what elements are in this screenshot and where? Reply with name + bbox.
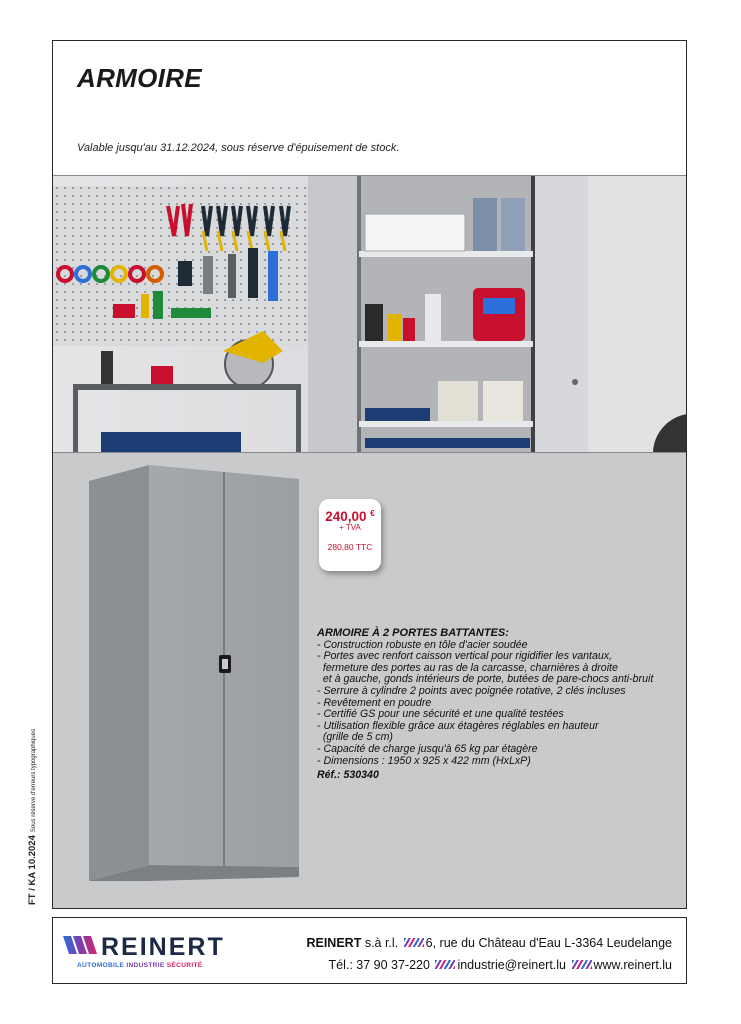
price-tax-label: + TVA — [339, 523, 361, 532]
stripes-icon — [404, 938, 424, 947]
validity-note: Valable jusqu'au 31.12.2024, sous réserve d'épuisement de stock. — [77, 142, 400, 154]
spec-line: - Dimensions : 1950 x 925 x 422 mm (HxLxP) — [317, 754, 531, 767]
side-note — [27, 729, 38, 905]
spec-line: - Construction robuste en tôle d'acier soudée — [317, 638, 528, 651]
page-frame — [52, 40, 687, 909]
spec-block — [317, 628, 687, 782]
cabinet-image — [79, 465, 299, 895]
spec-line: - Revêtement en poudre — [317, 696, 432, 709]
price-badge — [319, 499, 381, 571]
spec-lines — [317, 640, 687, 768]
logo-tagline: AUTOMOBILE INDUSTRIE SÉCURITÉ — [77, 962, 203, 969]
email-link[interactable]: industrie@reinert.lu — [457, 958, 567, 972]
reinert-logo — [61, 930, 241, 960]
spec-line: - Certifié GS pour une sécurité et une qualité testées — [317, 708, 564, 721]
spec-title: ARMOIRE À 2 PORTES BATTANTES: — [317, 627, 509, 639]
header — [53, 41, 686, 175]
spec-line: - Serrure à cylindre 2 points avec poignée rotative, 2 clés incluses — [317, 684, 626, 697]
contact-line — [306, 954, 672, 976]
spec-line: - Capacité de charge jusqu'à 65 kg par étagère — [317, 742, 538, 755]
spec-line: et à gauche, gonds intérieurs de porte, butées de pare-chocs anti-bruit — [317, 673, 654, 686]
stripes-icon — [435, 960, 455, 969]
spec-line: fermeture des portes au ras de la carcasse, charnières à droite — [317, 661, 618, 674]
logo-wordmark: REINERT — [101, 933, 225, 960]
price-currency: € — [370, 509, 375, 518]
garage-photo — [53, 175, 686, 453]
product-reference: Réf.: 530340 — [317, 769, 379, 782]
spec-line: - Utilisation flexible grâce aux étagères réglables en hauteur — [317, 719, 599, 732]
garage-illustration — [53, 176, 686, 453]
page-title: ARMOIRE — [77, 63, 202, 93]
price-ttc: 280,80 TTC — [327, 542, 373, 552]
contact-block — [306, 932, 672, 976]
stripes-icon — [572, 960, 592, 969]
spec-line: - Portes avec renfort caisson vertical pour rigidifier les vantaux, — [317, 650, 612, 663]
phone: Tél.: 37 90 37-220 — [328, 958, 430, 972]
footer — [52, 917, 687, 984]
spec-line: (grille de 5 cm) — [317, 731, 393, 744]
price-amount: 240,00 € — [325, 509, 375, 524]
product-panel — [53, 453, 686, 908]
side-note-code: FT / KA 10.2024 — [27, 835, 38, 905]
side-note-text: Sous réserve d'erreurs typographiques — [31, 728, 37, 833]
address-line: REINERT s.à r.l. 6, rue du Château d'Eau L-3364 Leudelange — [306, 936, 672, 950]
website-link[interactable]: www.reinert.lu — [593, 958, 672, 972]
